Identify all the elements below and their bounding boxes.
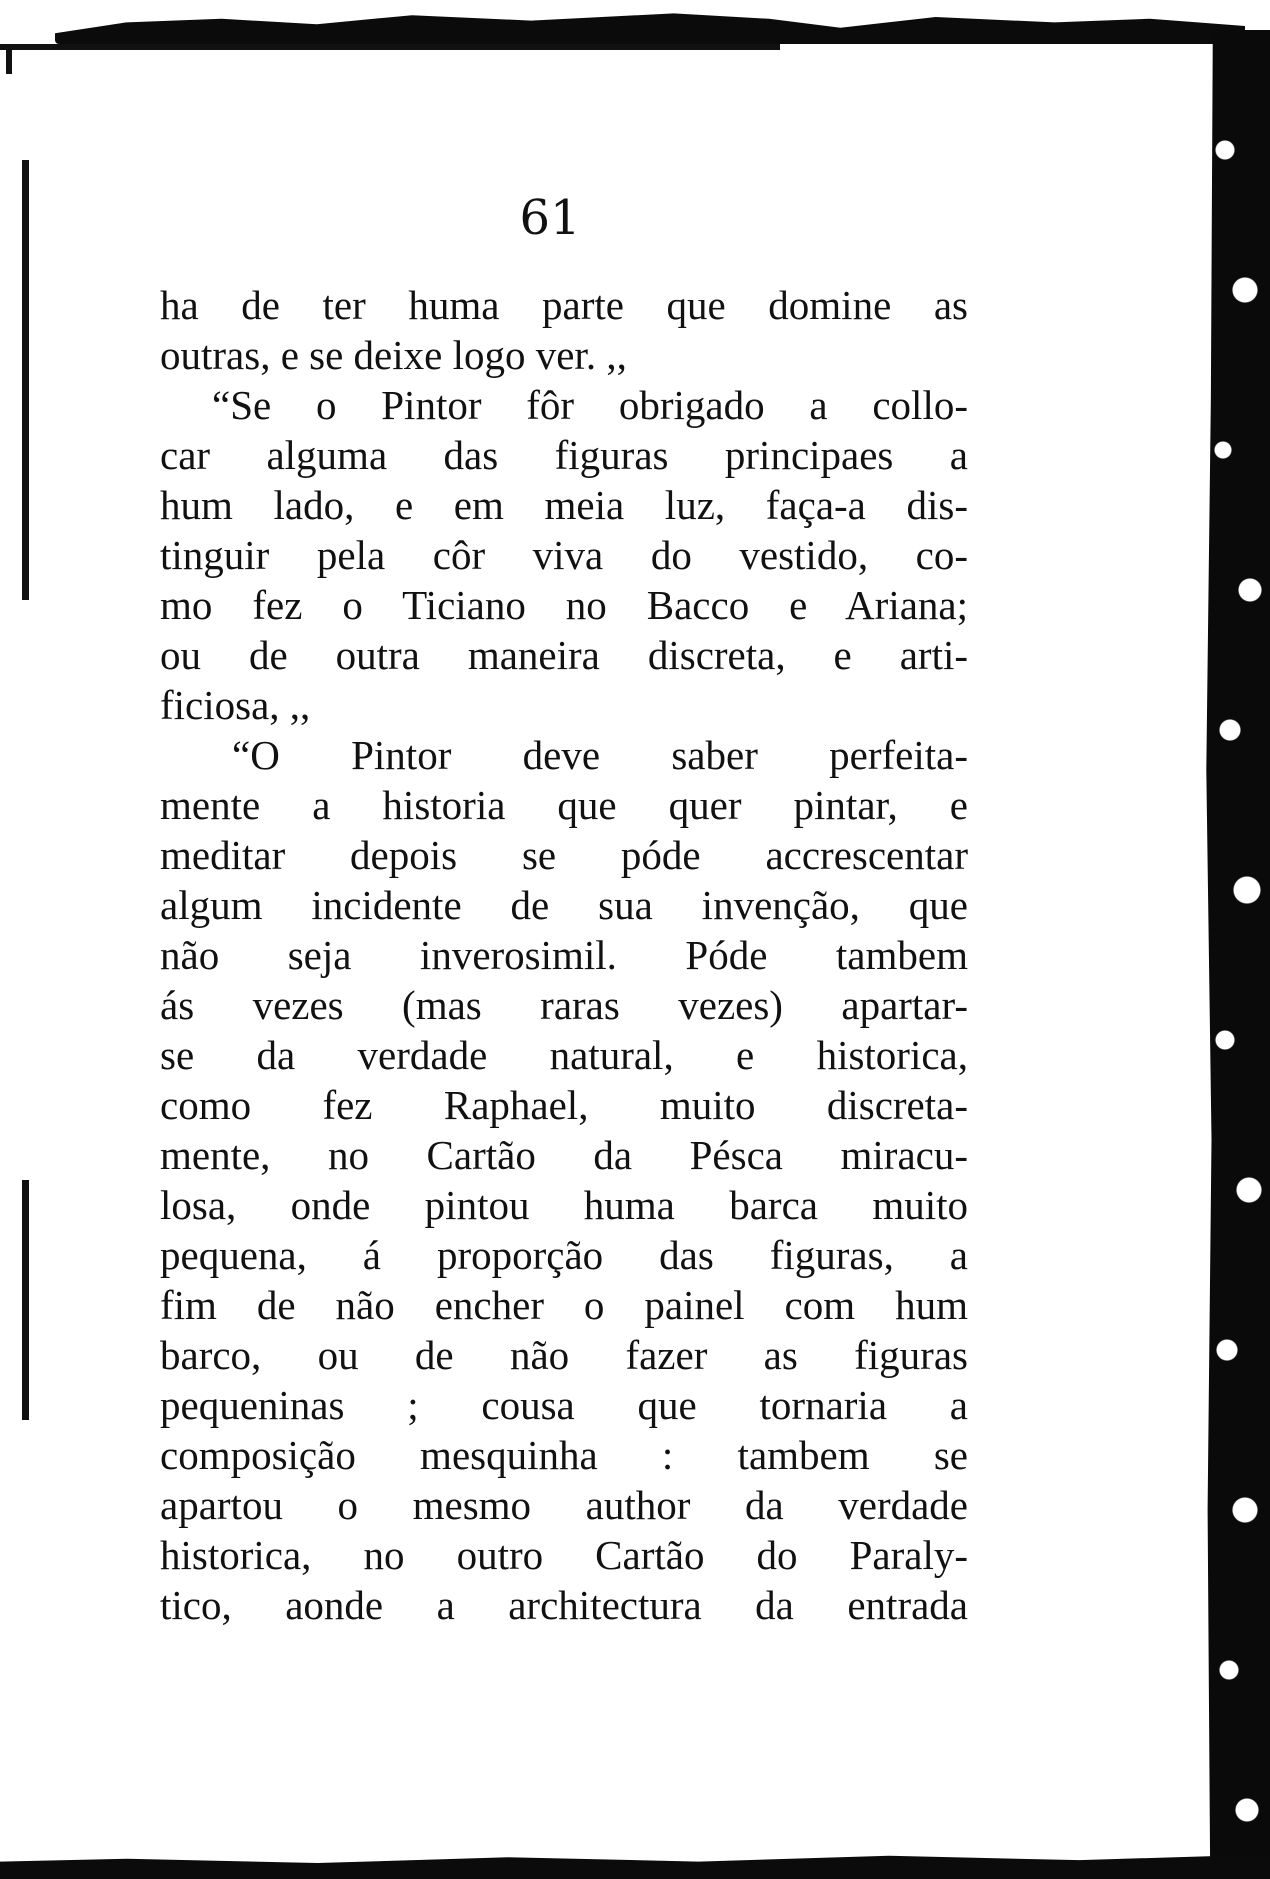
text-line: ás vezes (mas raras vezes) apartar-	[160, 982, 968, 1028]
text-line: tinguir pela côr viva do vestido, co-	[160, 532, 968, 578]
top-left-tick	[6, 44, 12, 74]
left-binding-mark	[22, 1180, 29, 1420]
text-line: pequena, á proporção das figuras, a	[160, 1232, 968, 1278]
text-line: pequeninas ; cousa que tornaria a	[160, 1382, 968, 1428]
text-line: car alguma das figuras principaes a	[160, 432, 968, 478]
top-rule-line	[0, 44, 780, 50]
text-line: mo fez o Ticiano no Bacco e Ariana;	[160, 582, 968, 628]
text-line: outras, e se deixe logo ver. ,,	[160, 332, 627, 378]
top-torn-edge	[55, 8, 1245, 44]
page-number: 61	[519, 190, 581, 246]
text-line: tico, aonde a architectura da entrada	[160, 1582, 968, 1628]
text-line: fim de não encher o painel com hum	[160, 1282, 968, 1328]
text-line: hum lado, e em meia luz, faça-a dis-	[160, 482, 968, 528]
text-line: historica, no outro Cartão do Paraly-	[160, 1532, 968, 1578]
text-line: composição mesquinha : tambem se	[160, 1432, 968, 1478]
text-line: mente a historia que quer pintar, e	[160, 782, 968, 828]
text-line: se da verdade natural, e historica,	[160, 1032, 968, 1078]
text-line: ha de ter huma parte que domine as	[160, 282, 968, 328]
right-marbled-edge	[1205, 30, 1270, 1879]
text-line: algum incidente de sua invenção, que	[160, 882, 968, 928]
body-text	[160, 280, 968, 1630]
text-line: meditar depois se póde accrescentar	[160, 832, 968, 878]
text-line: ficiosa, ,,	[160, 682, 311, 728]
text-line: losa, onde pintou huma barca muito	[160, 1182, 968, 1228]
text-line: “Se o Pintor fôr obrigado a collo-	[212, 382, 968, 428]
text-line: como fez Raphael, muito discreta-	[160, 1082, 968, 1128]
text-line: mente, no Cartão da Pésca miracu-	[160, 1132, 968, 1178]
text-line: ou de outra maneira discreta, e arti-	[160, 632, 968, 678]
text-line: “O Pintor deve saber perfeita-	[232, 732, 968, 778]
text-line: apartou o mesmo author da verdade	[160, 1482, 968, 1528]
bottom-torn-edge	[0, 1850, 1270, 1879]
text-line: barco, ou de não fazer as figuras	[160, 1332, 968, 1378]
text-line: não seja inverosimil. Póde tambem	[160, 932, 968, 978]
